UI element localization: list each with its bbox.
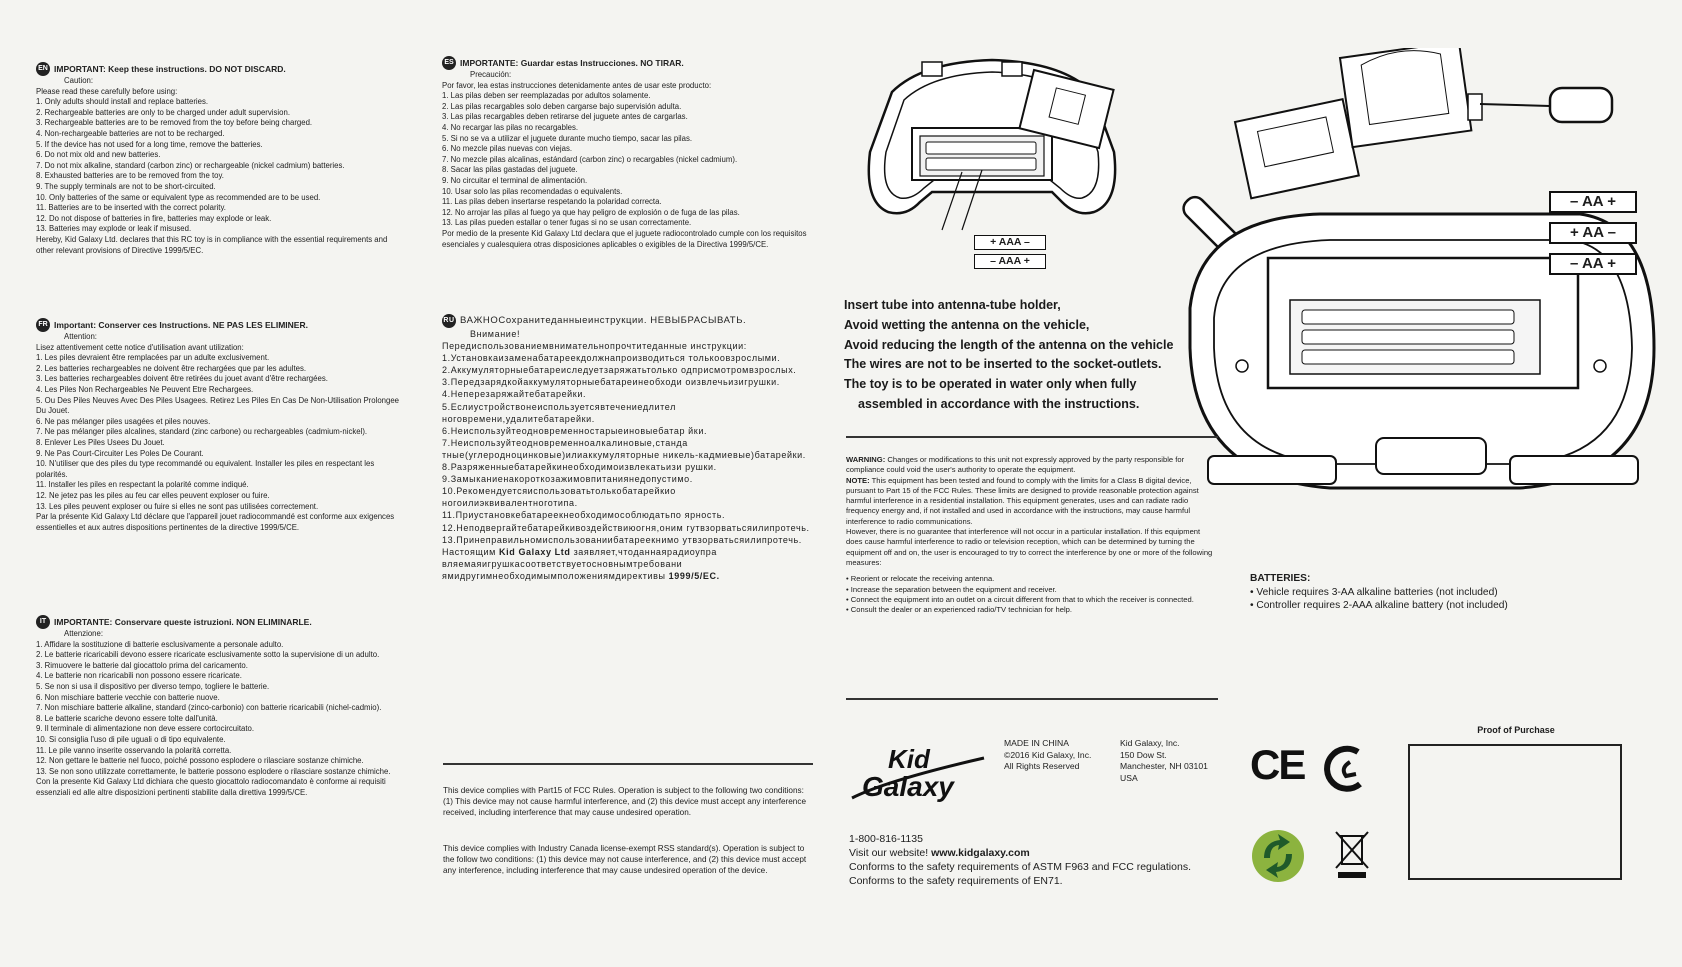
however-text: However, there is no guarantee that interference will not occur in a particular installation. If this equipment does cause harmful interference to radio or television reception, which can be determined by turning the equipment off and on, the user is encouraged to try to correct the interference by one or more of the following measures: bbox=[846, 527, 1213, 567]
antenna-line: The wires are not to be inserted to the socket-outlets. bbox=[844, 357, 1162, 372]
address-line: 150 Dow St. bbox=[1120, 749, 1167, 760]
fr-intro: Lisez attentivement cette notice d'utilisation avant utilization: bbox=[36, 342, 244, 352]
ru-list bbox=[442, 352, 810, 546]
vehicle-battery-requirement: • Vehicle requires 3-AA alkaline batteries (not included) bbox=[1250, 586, 1498, 598]
ru-footer-lead: Настоящим bbox=[442, 546, 496, 557]
ru-intro: Передиспользованиемвнимательнопрочтитеданные инструкции: bbox=[442, 341, 747, 352]
list-item: 5. If the device has not used for a long time, remove the batteries. bbox=[36, 139, 263, 149]
it-list bbox=[36, 640, 406, 778]
contact-info bbox=[849, 832, 1191, 888]
it-badge: IT bbox=[36, 615, 50, 629]
es-badge: ES bbox=[442, 56, 456, 70]
list-item: 7. No mezcle pilas alcalinas, estándard (carbon zinc) o recargables (nickel cadmium). bbox=[442, 154, 738, 164]
logo-text-galaxy: Galaxy bbox=[862, 771, 954, 802]
list-item: 13. Les piles peuvent exploser ou fuire si elles ne sont pas utilisées correctement. bbox=[36, 501, 319, 511]
list-item: 11. Le pile vanno inserite osservando la polarità corretta. bbox=[36, 745, 232, 755]
list-item: 12. No arrojar las pilas al fuego ya que hay peligro de explosión o de fuga de las pilas. bbox=[442, 207, 740, 217]
it-heading bbox=[36, 617, 406, 629]
es-list bbox=[442, 91, 808, 229]
aa-label-2: + AA – bbox=[1549, 222, 1637, 244]
weee-bin-icon bbox=[1334, 828, 1370, 880]
list-item: 3. Rimuovere le batterie dal giocattolo prima del caricamento. bbox=[36, 660, 248, 670]
antenna-line: Avoid wetting the antenna on the vehicle, bbox=[844, 317, 1090, 332]
list-item: 10. Usar solo las pilas recomendadas o equivalents. bbox=[442, 186, 623, 196]
proof-of-purchase-box bbox=[1408, 744, 1622, 880]
list-item: 3. Les batteries rechargeables doivent être retirées du jouet avant d'être rechargées. bbox=[36, 374, 328, 384]
list-item: 2.Аккумуляторныебатареиследуетзаряжатьтолько одприсмотромвзрослых. bbox=[442, 365, 797, 376]
fr-caution: Attention: bbox=[64, 332, 97, 341]
list-item: 5. Se non si usa il dispositivo per diverso tempo, togliere le batterie. bbox=[36, 681, 270, 691]
list-item: 7. Non mischiare batterie alkaline, standard (zinco-carbonio) con batterie ricaricabili (nichel-cadmio). bbox=[36, 703, 382, 713]
fr-list bbox=[36, 353, 406, 512]
list-item: 13. Las pilas pueden estallar o tener fugas si no se usan correctamente. bbox=[442, 218, 692, 228]
made-line: ©2016 Kid Galaxy, Inc. bbox=[1004, 749, 1092, 760]
list-item: 7. Do not mix alkaline, standard (carbon zinc) or rechargeable (nickel cadmium) batteries. bbox=[36, 160, 345, 170]
list-item: 4. Les Piles Non Rechargeables Ne Peuvent Etre Rechargees. bbox=[36, 384, 254, 394]
ru-footer-directive: 1999/5/EC. bbox=[668, 570, 720, 581]
conformity-astm: Conforms to the safety requirements of ASTM F963 and FCC regulations. bbox=[849, 861, 1191, 873]
list-item: 8. Sacar las pilas gastadas del juguete. bbox=[442, 165, 578, 175]
section-it bbox=[36, 617, 406, 799]
list-item: 5.Еслиустройствонеиспользуетсявтечениедлител ноговремени,удалитебатарейки. bbox=[442, 401, 676, 424]
list-item: 13.Принеправильномиспользованиибатареекнимо утвзорватьсяилипротечь. bbox=[442, 534, 802, 545]
company-address bbox=[1120, 738, 1208, 784]
address-line: USA bbox=[1120, 772, 1138, 783]
fr-title: Important: Conserver ces Instructions. NE PAS LES ELIMINER. bbox=[54, 320, 308, 330]
list-item: 7. Ne pas mélanger piles alcalines, standard (zinc carbone) ou rechargeables (cadmium-nickel). bbox=[36, 427, 368, 437]
list-item: 10. Si consiglia l'uso di pile uguali o di tipo equivalente. bbox=[36, 734, 226, 744]
list-item: 8.Разряженныебатарейкинеобходимоизвлекатьизи рушки. bbox=[442, 462, 717, 473]
measures-list bbox=[846, 574, 1218, 615]
divider-fcc bbox=[443, 763, 813, 765]
note-text bbox=[846, 476, 1218, 527]
list-item: • Consult the dealer or an experienced radio/TV technician for help. bbox=[846, 605, 1072, 615]
list-item: 12. Ne jetez pas les piles au feu car elles peuvent exploser ou fuire. bbox=[36, 490, 270, 500]
list-item: 1. Only adults should install and replace batteries. bbox=[36, 97, 209, 107]
aaa-label-1: + AAA – bbox=[974, 235, 1046, 250]
list-item: 3. Rechargeable batteries are to be removed from the toy before being charged. bbox=[36, 118, 313, 128]
list-item: 11. Batteries are to be inserted with the correct polarity. bbox=[36, 203, 226, 213]
industry-canada-statement: This device complies with Industry Canada license-exempt RSS standard(s). Operation is subject to the follow two conditions: (1) this device may not cause interference, and (2) this device must accept any interference, including interference that may cause undesired operation of the device. bbox=[443, 844, 807, 875]
list-item: 1. Las pilas deben ser reemplazadas por adultos solamente. bbox=[442, 91, 651, 101]
ru-badge: RU bbox=[442, 314, 456, 328]
list-item: 8. Enlever Les Piles Usees Du Jouet. bbox=[36, 437, 165, 447]
en-caution: Caution: bbox=[64, 76, 94, 85]
list-item: 12. Do not dispose of batteries in fire, batteries may explode or leak. bbox=[36, 213, 272, 223]
list-item: 12. Non gettare le batterie nel fuoco, poiché possono esplodere o rilasciare sostanze chimiche. bbox=[36, 756, 364, 766]
website-line bbox=[849, 846, 1191, 860]
list-item: 4. Le batterie non ricaricabili non possono essere ricaricate. bbox=[36, 671, 242, 681]
kid-galaxy-logo bbox=[848, 738, 990, 808]
list-item: 6. No mezcle pilas nuevas con viejas. bbox=[442, 144, 573, 154]
warning-body: Changes or modifications to this unit not expressly approved by the party responsible for compliance could void the user's authority to operate the equipment. bbox=[846, 455, 1185, 475]
aaa-label-2: – AAA + bbox=[974, 254, 1046, 269]
controller-battery-requirement: • Controller requires 2-AAA alkaline battery (not included) bbox=[1250, 600, 1508, 611]
fcc-warning bbox=[846, 455, 1218, 615]
list-item: 11. Installer les piles en respectant la polarité comme indiqué. bbox=[36, 480, 249, 490]
es-intro: Por favor, lea estas instrucciones detenidamente antes de usar este producto: bbox=[442, 80, 712, 90]
fcc-statement: This device complies with Part15 of FCC Rules. Operation is subject to the following two conditions: (1) This device may not cause harmful interference, and (2) this device must accept any interference received, including interference that may cause undesired operation. bbox=[443, 786, 807, 817]
ru-footer bbox=[442, 546, 810, 582]
antenna-instructions bbox=[844, 296, 1234, 415]
list-item: 3. Las pilas recargables deben retirarse del juguete antes de cargarlas. bbox=[442, 112, 688, 122]
list-item: 1. Affidare la sostituzione di batterie esclusivamente a personale adulto. bbox=[36, 639, 284, 649]
list-item: 12.Неподвергайтебатарейкивоздействиюогня,оним гутвзорватьсяилипротечь. bbox=[442, 522, 810, 533]
made-in-info bbox=[1004, 738, 1091, 773]
made-line: MADE IN CHINA bbox=[1004, 738, 1069, 748]
ru-heading bbox=[442, 316, 810, 328]
en-badge: EN bbox=[36, 62, 50, 76]
list-item: 8. Le batterie scariche devono essere tolte dall'unità. bbox=[36, 713, 218, 723]
list-item: 4. Non-rechargeable batteries are not to be recharged. bbox=[36, 128, 225, 138]
section-fr bbox=[36, 320, 406, 533]
es-title: IMPORTANTE: Guardar estas Instrucciones. NO TIRAR. bbox=[460, 58, 684, 68]
en-intro: Please read these carefully before using: bbox=[36, 86, 178, 96]
list-item: 11.Приустановкебатареекнеобходимособлюдатьпо ярность. bbox=[442, 510, 726, 521]
es-heading bbox=[442, 58, 808, 70]
list-item: 2. Rechargeable batteries are only to be charged under adult supervision. bbox=[36, 107, 290, 117]
it-footer: Con la presente Kid Galaxy Ltd dichiara che questo giocattolo radiocomandato è conforme ai requisiti essenziali ed alle altre disposizioni pertinenti stabilite dalla direttiva 1999/5/CE. bbox=[36, 777, 386, 797]
made-line: All Rights Reserved bbox=[1004, 761, 1080, 771]
ru-title: ВАЖНОСохранитеданныеинструкции. НЕВЫБРАСЫВАТЬ. bbox=[460, 315, 747, 326]
list-item: 2. Le batterie ricaricabili devono essere ricaricate esclusivamente sotto la supervisione di un adulto. bbox=[36, 650, 380, 660]
list-item: 5. Ou Des Piles Neuves Avec Des Piles Usagees. Retirez Les Piles En Cas De Non-Utilisation Prolongee Du Jouet. bbox=[36, 395, 400, 416]
phone-number: 1-800-816-1135 bbox=[849, 833, 923, 845]
en-footer: Hereby, Kid Galaxy Ltd. declares that this RC toy is in compliance with the essential requirements and other relevant provisions of Directive 1999/5/EC. bbox=[36, 234, 388, 255]
website-lead: Visit our website! bbox=[849, 847, 929, 859]
list-item: 6. Non mischiare batterie vecchie con batterie nuove. bbox=[36, 692, 220, 702]
list-item: 7.Неиспользуйтеодновременноалкалиновые,станда тные(углеродноцинковые)илиаккумуляторные никель-кадмиевые)батарейки. bbox=[442, 437, 806, 460]
warning-label: WARNING: bbox=[846, 455, 886, 464]
vehicle-illustration bbox=[1180, 48, 1664, 520]
fr-heading bbox=[36, 320, 406, 332]
list-item: 5. Si no se va a utilizar el juguete durante mucho tiempo, sacar las pilas. bbox=[442, 133, 693, 143]
ce-mark: CE bbox=[1250, 741, 1305, 788]
ru-footer-rest: заявляет,чтоданнаярадиоупра вляемаяигрушкасоответствуетосновнымтребовани ямидругимнеобходимымположениямдирективы bbox=[442, 546, 717, 581]
section-es bbox=[442, 58, 808, 250]
list-item: 10.Рекомендуетсяиспользоватьтолькобатарейкио ногоилиэквивалентноготипа. bbox=[442, 486, 676, 509]
list-item: 9. Ne Pas Court-Circuiter Les Poles De Courant. bbox=[36, 448, 204, 458]
website-link[interactable]: www.kidgalaxy.com bbox=[931, 847, 1030, 859]
fr-footer: Par la présente Kid Galaxy Ltd déclare que l'appareil jouet radiocommandé est conforme aux exigences essentielles et aux autres dispositions pertinentes de la directive 1999/5/CE. bbox=[36, 512, 395, 532]
fr-badge: FR bbox=[36, 318, 50, 332]
list-item: 9. Il terminale di alimentazione non deve essere cortocircuitato. bbox=[36, 724, 254, 734]
antenna-line: Avoid reducing the length of the antenna on the vehicle bbox=[844, 337, 1174, 352]
batteries-title: BATTERIES: bbox=[1250, 573, 1311, 584]
en-heading bbox=[36, 64, 406, 76]
proof-of-purchase-label: Proof of Purchase bbox=[1477, 725, 1555, 735]
en-title: IMPORTANT: Keep these instructions. DO NOT DISCARD. bbox=[54, 64, 286, 74]
list-item: 9. The supply terminals are not to be short-circuited. bbox=[36, 181, 216, 191]
green-dot-recycle-icon bbox=[1250, 828, 1306, 884]
en-list bbox=[36, 97, 406, 235]
list-item: 13. Se non sono utilizzate correttamente, le batterie possono esplodere o rilasciare sostanze chimiche. bbox=[36, 766, 391, 776]
list-item: 6.Неиспользуйтеодновременностарыеиновыебатар йки. bbox=[442, 425, 708, 436]
list-item: 8. Exhausted batteries are to be removed from the toy. bbox=[36, 171, 224, 181]
note-body: This equipment has been tested and found to comply with the limits for a Class B digital device, pursuant to Part 15 of the FCC Rules. These limits are designed to provide reasonable protection against harmful interference in a residential installation. This equipment generates, uses and can radiate radio frequency energy and, if not installed and used in accordance with the instructions, may cause harmful interference to radio communications. bbox=[846, 475, 1199, 526]
note-label: NOTE: bbox=[846, 475, 870, 485]
list-item: • Reorient or relocate the receiving antenna. bbox=[846, 574, 995, 584]
divider-brand bbox=[846, 698, 1218, 700]
logo-text-kid: Kid bbox=[888, 744, 930, 774]
antenna-line: The toy is to be operated in water only when fully bbox=[844, 377, 1137, 392]
address-line: Manchester, NH 03101 bbox=[1120, 761, 1208, 771]
list-item: 13. Batteries may explode or leak if misused. bbox=[36, 224, 192, 234]
es-footer: Por medio de la presente Kid Galaxy Ltd declara que el juguete radiocontrolado cumple con los requisitos esenciales y cualesquiera otras disposiciones aplicables o exigibles de la Directiva 1999/5/CE. bbox=[442, 228, 807, 249]
section-en bbox=[36, 64, 406, 256]
list-item: 4.Неперезаряжайтебатарейки. bbox=[442, 389, 587, 400]
list-item: 3.Передзарядкойаккумуляторныебатареинеобходи оизвлечьизигрушки. bbox=[442, 377, 780, 388]
list-item: 11. Las pilas deben insertarse respetando la polaridad correcta. bbox=[442, 197, 662, 207]
section-ru bbox=[442, 316, 810, 582]
list-item: • Connect the equipment into an outlet on a circuit different from that to which the receiver is connected. bbox=[846, 594, 1194, 604]
list-item: 10. N'utiliser que des piles du type recommandé ou equivalent. Installer les piles en respectant les polarités. bbox=[36, 459, 375, 479]
conformity-en71: Conforms to the safety requirements of EN71. bbox=[849, 875, 1063, 887]
age-warning-icon bbox=[1320, 744, 1370, 794]
list-item: 6. Ne pas mélanger piles usagées et piles nouves. bbox=[36, 416, 211, 426]
list-item: 9. No circuitar el terminal de alimentación. bbox=[442, 175, 588, 185]
list-item: 2. Las pilas recargables solo deben cargarse bajo supervisión adulta. bbox=[442, 101, 682, 111]
aa-label-3: – AA + bbox=[1549, 253, 1637, 275]
aa-label-1: – AA + bbox=[1549, 191, 1637, 213]
it-caution: Attenzione: bbox=[64, 629, 104, 638]
list-item: 4. No recargar las pilas no recargables. bbox=[442, 122, 579, 132]
list-item: 10. Only batteries of the same or equivalent type as recommended are to be used. bbox=[36, 192, 321, 202]
list-item: 9.Замыканиенакороткозажимовпитаниянедопустимо. bbox=[442, 474, 693, 485]
list-item: 1.Установкаизаменабатареекдолжнапроизводиться толькоовзрослыми. bbox=[442, 353, 781, 364]
es-caution: Precaución: bbox=[470, 70, 512, 79]
antenna-line: Insert tube into antenna-tube holder, bbox=[844, 298, 1061, 312]
list-item: • Increase the separation between the equipment and receiver. bbox=[846, 584, 1057, 594]
warning-text bbox=[846, 455, 1218, 476]
list-item: 6. Do not mix old and new batteries. bbox=[36, 150, 161, 160]
list-item: 2. Les batteries rechargeables ne doivent être rechargées que par les adultes. bbox=[36, 363, 307, 373]
list-item: 1. Les piles devraient être remplacées par un adulte exclusivement. bbox=[36, 353, 270, 363]
it-title: IMPORTANTE: Conservare queste istruzioni. NON ELIMINARLE. bbox=[54, 617, 312, 627]
ru-caution: Внимание! bbox=[470, 329, 521, 339]
ru-footer-brand: Kid Galaxy Ltd bbox=[499, 546, 571, 557]
batteries-info bbox=[1250, 572, 1508, 613]
address-line: Kid Galaxy, Inc. bbox=[1120, 738, 1180, 748]
divider-warning bbox=[846, 436, 1218, 438]
antenna-line: assembled in accordance with the instructions. bbox=[858, 396, 1140, 411]
